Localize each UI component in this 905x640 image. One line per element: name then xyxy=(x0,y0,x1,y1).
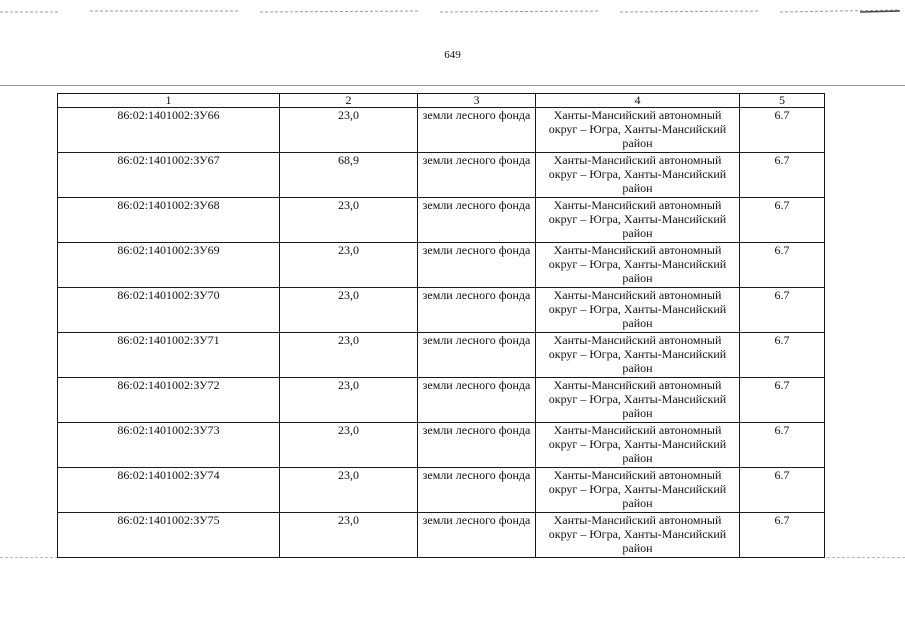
table-body xyxy=(58,108,825,558)
table-row xyxy=(58,333,825,378)
land-category-cell: земли лесного фонда xyxy=(418,288,536,333)
header-col-4: 4 xyxy=(536,94,740,108)
cadastral-number-cell: 86:02:1401002:ЗУ74 xyxy=(58,468,280,513)
cadastral-number-cell: 86:02:1401002:ЗУ67 xyxy=(58,153,280,198)
cadastral-number-cell: 86:02:1401002:ЗУ68 xyxy=(58,198,280,243)
table-row xyxy=(58,108,825,153)
land-category-cell: земли лесного фонда xyxy=(418,153,536,198)
reference-cell: 6.7 xyxy=(740,153,825,198)
land-category-cell: земли лесного фонда xyxy=(418,333,536,378)
reference-cell: 6.7 xyxy=(740,423,825,468)
location-cell: Ханты-Мансийский автономный округ – Югра, Ханты-Мансийский район xyxy=(536,423,740,468)
reference-cell: 6.7 xyxy=(740,108,825,153)
area-cell: 23,0 xyxy=(280,513,418,558)
area-cell: 68,9 xyxy=(280,153,418,198)
location-cell: Ханты-Мансийский автономный округ – Югра, Ханты-Мансийский район xyxy=(536,198,740,243)
table-row xyxy=(58,468,825,513)
location-cell: Ханты-Мансийский автономный округ – Югра, Ханты-Мансийский район xyxy=(536,153,740,198)
page-number: 649 xyxy=(444,49,461,61)
location-cell: Ханты-Мансийский автономный округ – Югра, Ханты-Мансийский район xyxy=(536,378,740,423)
area-cell: 23,0 xyxy=(280,423,418,468)
cadastral-number-cell: 86:02:1401002:ЗУ75 xyxy=(58,513,280,558)
header-col-3: 3 xyxy=(418,94,536,108)
area-cell: 23,0 xyxy=(280,243,418,288)
location-cell: Ханты-Мансийский автономный округ – Югра, Ханты-Мансийский район xyxy=(536,513,740,558)
location-cell: Ханты-Мансийский автономный округ – Югра, Ханты-Мансийский район xyxy=(536,243,740,288)
cadastral-number-cell: 86:02:1401002:ЗУ69 xyxy=(58,243,280,288)
land-category-cell: земли лесного фонда xyxy=(418,108,536,153)
table-row xyxy=(58,423,825,468)
header-col-5: 5 xyxy=(740,94,825,108)
table-header-row xyxy=(58,94,825,108)
table-row xyxy=(58,153,825,198)
header-col-1: 1 xyxy=(58,94,280,108)
table-row xyxy=(58,243,825,288)
reference-cell: 6.7 xyxy=(740,378,825,423)
land-category-cell: земли лесного фонда xyxy=(418,513,536,558)
land-category-cell: земли лесного фонда xyxy=(418,243,536,288)
area-cell: 23,0 xyxy=(280,198,418,243)
reference-cell: 6.7 xyxy=(740,198,825,243)
area-cell: 23,0 xyxy=(280,333,418,378)
location-cell: Ханты-Мансийский автономный округ – Югра, Ханты-Мансийский район xyxy=(536,468,740,513)
cadastral-number-cell: 86:02:1401002:ЗУ72 xyxy=(58,378,280,423)
reference-cell: 6.7 xyxy=(740,513,825,558)
land-category-cell: земли лесного фонда xyxy=(418,423,536,468)
area-cell: 23,0 xyxy=(280,468,418,513)
location-cell: Ханты-Мансийский автономный округ – Югра, Ханты-Мансийский район xyxy=(536,288,740,333)
land-category-cell: земли лесного фонда xyxy=(418,378,536,423)
cadastral-number-cell: 86:02:1401002:ЗУ70 xyxy=(58,288,280,333)
cadastral-number-cell: 86:02:1401002:ЗУ66 xyxy=(58,108,280,153)
land-category-cell: земли лесного фонда xyxy=(418,198,536,243)
reference-cell: 6.7 xyxy=(740,243,825,288)
scan-edge-artifact xyxy=(0,9,905,15)
area-cell: 23,0 xyxy=(280,288,418,333)
reference-cell: 6.7 xyxy=(740,468,825,513)
area-cell: 23,0 xyxy=(280,378,418,423)
location-cell: Ханты-Мансийский автономный округ – Югра, Ханты-Мансийский район xyxy=(536,333,740,378)
table-row xyxy=(58,288,825,333)
land-plots-table xyxy=(57,93,825,558)
page-rule-top xyxy=(0,85,905,86)
table-row xyxy=(58,198,825,243)
area-cell: 23,0 xyxy=(280,108,418,153)
header-col-2: 2 xyxy=(280,94,418,108)
land-category-cell: земли лесного фонда xyxy=(418,468,536,513)
reference-cell: 6.7 xyxy=(740,333,825,378)
cadastral-number-cell: 86:02:1401002:ЗУ71 xyxy=(58,333,280,378)
cadastral-number-cell: 86:02:1401002:ЗУ73 xyxy=(58,423,280,468)
reference-cell: 6.7 xyxy=(740,288,825,333)
location-cell: Ханты-Мансийский автономный округ – Югра, Ханты-Мансийский район xyxy=(536,108,740,153)
table-row xyxy=(58,378,825,423)
table-row xyxy=(58,513,825,558)
